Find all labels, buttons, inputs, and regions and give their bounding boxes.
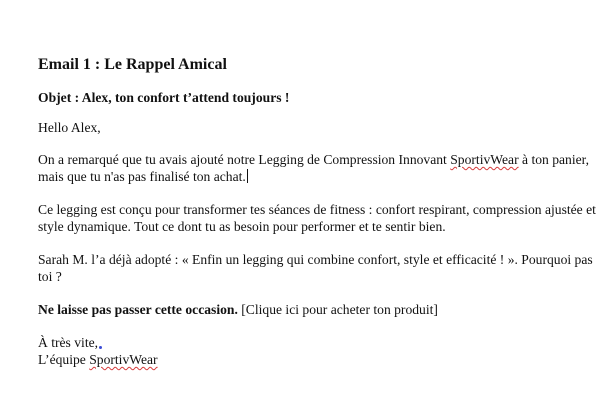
email-title: Email 1 : Le Rappel Amical — [38, 56, 227, 73]
document-body[interactable] — [38, 54, 598, 384]
closing-punctuation: , — [94, 335, 99, 350]
closing-text: À très vite — [38, 335, 95, 350]
email-subject: Objet : Alex, ton confort t’attend toujours ! — [38, 90, 290, 105]
paragraph-product-benefits: Ce legging est conçu pour transformer tes séances de fitness : confort respirant, compression ajustée et style dynamique. Tout ce dont tu as besoin pour performer et te sentir bien. — [38, 202, 596, 234]
text-cursor — [247, 169, 248, 183]
signature-text: L’équipe — [38, 352, 90, 367]
paragraph-cta — [38, 301, 598, 318]
paragraph-cart-text-a: On a remarqué que tu avais ajouté notre Legging de Compression Innovant — [38, 152, 451, 167]
paragraph-testimonial: Sarah M. l’a déjà adopté : « Enfin un legging qui combine confort, style et efficacité ! ». Pourquoi pas toi ? — [38, 252, 593, 284]
paragraph-cart-reminder — [38, 151, 598, 185]
cta-link-placeholder[interactable]: [Clique ici pour acheter ton produit] — [237, 302, 438, 317]
email-greeting: Hello Alex, — [38, 120, 101, 135]
brand-name-misspelled: SportivWear — [450, 152, 519, 167]
closing-line — [38, 334, 598, 351]
email-closing-block — [38, 334, 598, 368]
cta-bold-text: Ne laisse pas passer cette occasion. — [38, 302, 238, 317]
grammar-mark-icon — [99, 346, 102, 349]
paragraph-cart-text-b: à ton panier, mais que tu n'as pas finalisé ton achat. — [38, 152, 590, 184]
signature-line — [38, 351, 598, 368]
signature-brand-misspelled: SportivWear — [89, 352, 158, 367]
